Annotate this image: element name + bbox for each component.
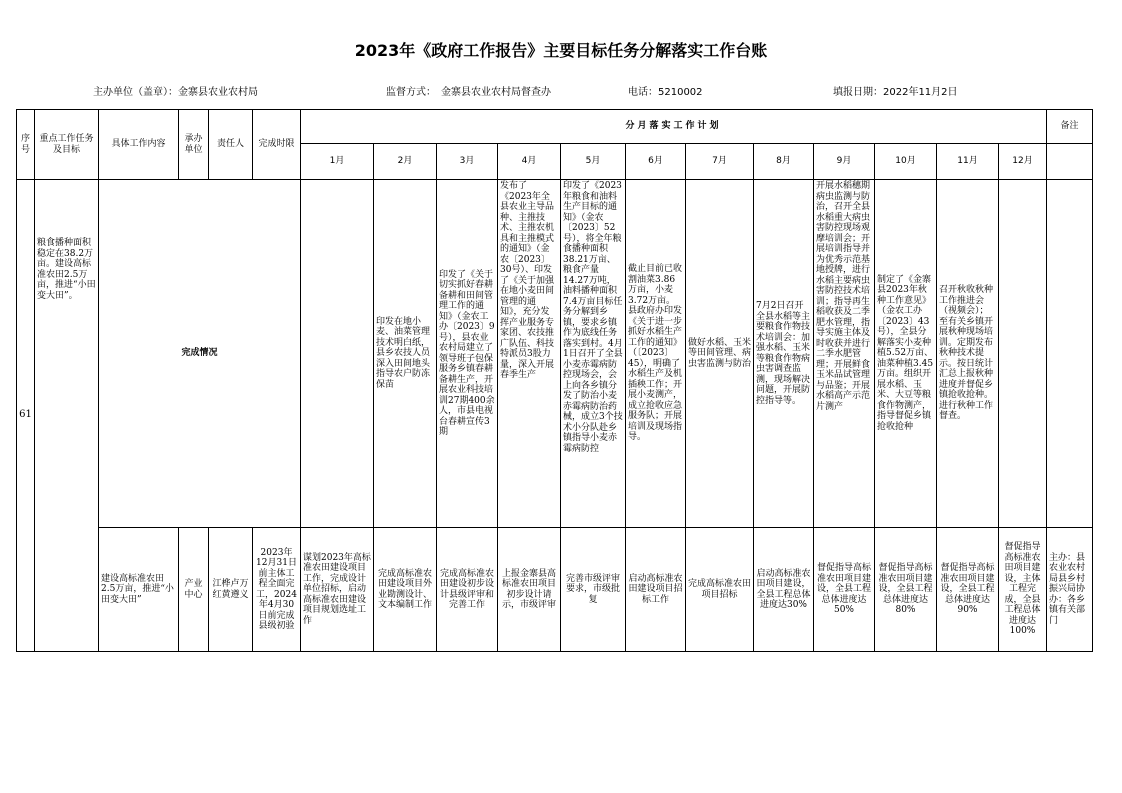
status-month-3: 印发了《关于切实抓好春耕备耕和田间管理工作的通知》（金农工办〔2023〕9号），县农业农村局建立了领导班子包保服务乡镇春耕备耕生产，开展农业科技培训27期400余人，市县电视台春耕宣传3期 <box>437 180 498 528</box>
status-month-8: 7月2日召开全县水稻等主要粮食作物技术培训会：加强水稻、玉米等粮食作物病虫害调查监测，现场解决问题，开展防控指导等。 <box>754 180 814 528</box>
status-month-7: 做好水稻、玉米等田间管理、病虫害监测与防治 <box>686 180 754 528</box>
task-ledger-table <box>16 109 1093 652</box>
plan-month-7: 完成高标准农田项目招标 <box>686 528 754 652</box>
status-month-4: 发布了《2023年全县农业主导品种、主推技术、主推农机具和主推模式的通知》（金农〔2023〕30号）、印发了《关于加强在地小麦田间管理的通知》，充分发挥产业服务专家团、农技推广队伍、科技特派员3股力量，深入开展春季生产 <box>498 180 561 528</box>
status-month-9: 开展水稻穗期病虫监测与防治，召开全县水稻重大病虫害防控现场观摩培训会；开展培训指导并为优秀示范基地授牌，进行水稻主要病虫害防控技术培训；指导再生稻收获及二季肥水管理，指导实施主体及时收获并进行二季水肥管理；开展鲜食玉米品试管理与品鉴；开展水稻高产示范片测产 <box>814 180 875 528</box>
header-month: 9月 <box>814 144 875 180</box>
header-month: 8月 <box>754 144 814 180</box>
plan-month-8: 启动高标准农田项目建设，全县工程总体进度达30% <box>754 528 814 652</box>
sub-deadline: 2023年12月31日前主体工程全面完工，2024年4月30日前完成县级初验 <box>253 528 301 652</box>
header-dept: 承办单位 <box>179 110 209 180</box>
header-seq: 序号 <box>17 110 35 180</box>
fill-date: 填报日期：2022年11月2日 <box>833 87 958 98</box>
status-month-2: 印发在地小麦、油菜管理技术明白纸，县乡农技人员深入田间地头指导农户防冻保苗 <box>374 180 437 528</box>
plan-month-5: 完善市级评审要求，市级批复 <box>561 528 626 652</box>
header-month: 3月 <box>437 144 498 180</box>
header-person: 责任人 <box>209 110 253 180</box>
plan-month-6: 启动高标准农田建设项目招标工作 <box>626 528 686 652</box>
header-content: 具体工作内容 <box>99 110 179 180</box>
row-goal: 粮食播种面积稳定在38.2万亩。建设高标准农田2.5万亩，推进“小田变大田”。 <box>35 180 99 652</box>
status-note <box>1047 180 1093 528</box>
plan-month-11: 督促指导高标准农田项目建设，全县工程总体进度达90% <box>937 528 999 652</box>
header-month: 5月 <box>561 144 626 180</box>
supervision-method: 监督方式： 金寨县农业农村局督查办 <box>386 87 551 98</box>
plan-month-12: 督促指导高标准农田项目建设，主体工程完成，全县工程总体进度达100% <box>999 528 1047 652</box>
header-task: 重点工作任务及目标 <box>35 110 99 180</box>
host-unit: 主办单位（盖章）：金寨县农业农村局 <box>93 87 258 98</box>
header-month: 11月 <box>937 144 999 180</box>
plan-month-3: 完成高标准农田建设初步设计县级评审和完善工作 <box>437 528 498 652</box>
status-month-6: 截止目前已收割油菜3.86万亩，小麦3.72万亩。县政府办印发《关于进一步抓好水稻生产工作的通知》（〔2023〕45），明确了水稻生产及机插秧工作；开展小麦测产，成立抢收应急服务队；开展培训及现场指导。 <box>626 180 686 528</box>
header-month: 12月 <box>999 144 1047 180</box>
plan-note: 主办：县农业农村局县乡村振兴局协办：各乡镇有关部门 <box>1047 528 1093 652</box>
header-month: 10月 <box>875 144 937 180</box>
plan-month-10: 督促指导高标准农田项目建设，全县工程总体进度达80% <box>875 528 937 652</box>
page-title: 2023年《政府工作报告》主要目标任务分解落实工作台账 <box>354 41 768 60</box>
status-month-1 <box>301 180 374 528</box>
header-month: 6月 <box>626 144 686 180</box>
header-month: 1月 <box>301 144 374 180</box>
header-note-blank <box>1047 144 1093 180</box>
header-month: 7月 <box>686 144 754 180</box>
status-label: 完成情况 <box>99 180 301 528</box>
row-seq: 61 <box>17 180 35 652</box>
plan-month-4: 上报金寨县高标准农田项目初步设计请示，市级评审 <box>498 528 561 652</box>
header-deadline: 完成时限 <box>253 110 301 180</box>
plan-month-9: 督促指导高标准农田项目建设，全县工程总体进度达50% <box>814 528 875 652</box>
sub-content: 建设高标准农田2.5万亩，推进“小田变大田” <box>99 528 179 652</box>
status-month-12 <box>999 180 1047 528</box>
phone-number: 电话：5210002 <box>628 87 703 98</box>
status-month-5: 印发了《2023年粮食和油料生产目标的通知》（金农〔2023〕52号），将全年粮食播种面积38.21万亩、粮食产量14.27万吨，油料播种面积7.4万亩目标任务分解到乡镇，要求乡镇作为底线任务落实到村。4月1日召开了全县小麦赤霉病防控现场会，会上向各乡镇分发了防治小麦赤霉病防治药械，成立3个技术小分队赴乡镇指导小麦赤霉病防控 <box>561 180 626 528</box>
plan-month-1: 谋划2023年高标准农田建设项目工作，完成设计单位招标，启动高标准农田建设项目规划选址工作 <box>301 528 374 652</box>
header-month: 2月 <box>374 144 437 180</box>
plan-month-2: 完成高标准农田建设项目外业勘测设计、文本编制工作 <box>374 528 437 652</box>
header-monthly-plan: 分月落实工作计划 <box>301 110 1047 144</box>
sub-dept: 产业中心 <box>179 528 209 652</box>
header-month: 4月 <box>498 144 561 180</box>
sub-person: 江桦卢万红黄遵义 <box>209 528 253 652</box>
header-note: 备注 <box>1047 110 1093 144</box>
status-month-10: 制定了《金寨县2023年秋种工作意见》（金农工办〔2023〕43号），全县分解落实小麦种植5.52万亩、油菜种植3.45万亩。组织开展水稻、玉米、大豆等粮食作物测产，指导督促乡镇抢收抢种 <box>875 180 937 528</box>
status-month-11: 召开秋收秋种工作推进会（视频会）；至有关乡镇开展秋种现场培训。定期发布秋种技术提示。按日统计汇总上报秋种进度并督促乡镇抢收抢种。进行秋种工作督查。 <box>937 180 999 528</box>
